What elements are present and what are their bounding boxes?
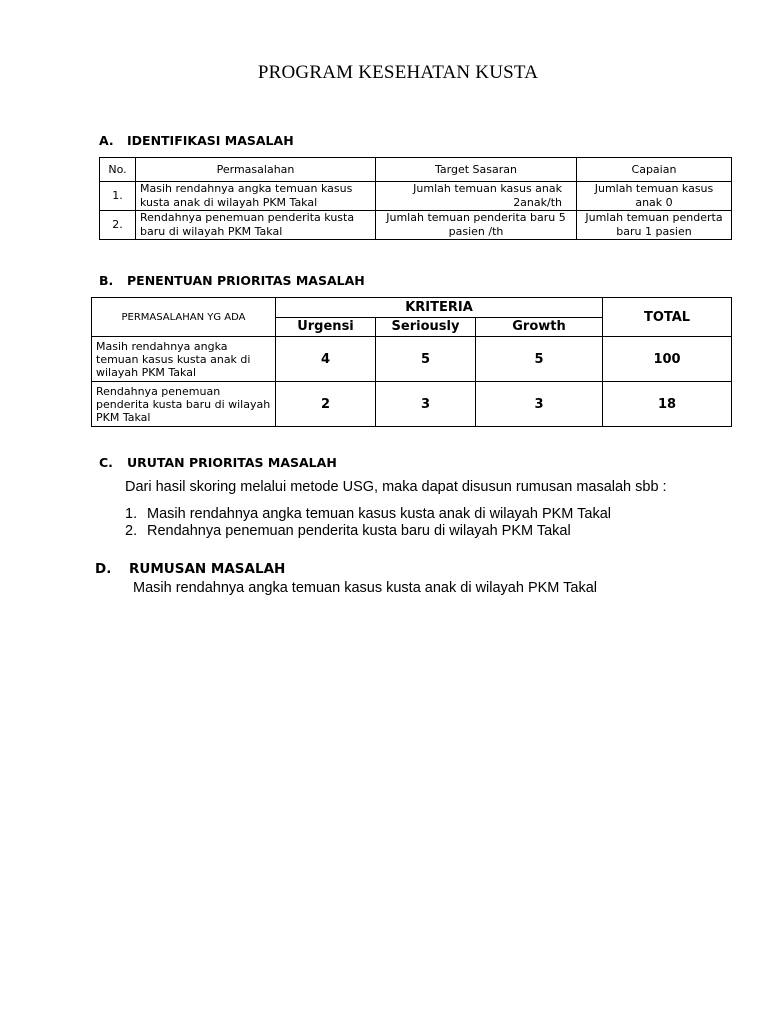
col-header-kriteria: KRITERIA xyxy=(276,298,603,318)
cell-masalah: Rendahnya penemuan penderita kusta baru di wilayah PKM Takal xyxy=(92,382,276,427)
section-c-letter: C. xyxy=(99,455,113,470)
section-a-letter: A. xyxy=(99,133,114,148)
section-a-heading xyxy=(99,133,294,148)
col-header-target: Target Sasaran xyxy=(376,158,577,182)
table-row xyxy=(100,211,732,240)
list-item-text: Masih rendahnya angka temuan kasus kusta anak di wilayah PKM Takal xyxy=(147,506,611,522)
list-item xyxy=(125,506,611,523)
col-header-no: No. xyxy=(100,158,136,182)
priority-list xyxy=(125,506,611,540)
section-b-title: PENENTUAN PRIORITAS MASALAH xyxy=(127,273,365,288)
section-d-title: RUMUSAN MASALAH xyxy=(129,561,286,577)
table-header-row xyxy=(100,158,732,182)
identifikasi-table xyxy=(99,157,732,240)
cell-capaian: Jumlah temuan kasus anak 0 xyxy=(577,182,732,211)
cell-capaian: Jumlah temuan penderta baru 1 pasien xyxy=(577,211,732,240)
cell-total: 100 xyxy=(603,337,732,382)
section-b-letter: B. xyxy=(99,273,114,288)
list-item-number: 1. xyxy=(125,506,138,522)
cell-no: 1. xyxy=(100,182,136,211)
cell-target: Jumlah temuan kasus anak 2anak/th xyxy=(376,182,577,211)
section-d-text: Masih rendahnya angka temuan kasus kusta anak di wilayah PKM Takal xyxy=(133,580,597,596)
cell-target: Jumlah temuan penderita baru 5 pasien /th xyxy=(376,211,577,240)
table-row xyxy=(100,182,732,211)
col-header-permasalahan: PERMASALAHAN YG ADA xyxy=(92,298,276,337)
cell-total: 18 xyxy=(603,382,732,427)
col-header-seriously: Seriously xyxy=(376,317,476,337)
col-header-capaian: Capaian xyxy=(577,158,732,182)
cell-seriously: 5 xyxy=(376,337,476,382)
cell-no: 2. xyxy=(100,211,136,240)
table-row xyxy=(92,382,732,427)
list-item-text: Rendahnya penemuan penderita kusta baru di wilayah PKM Takal xyxy=(147,523,571,539)
list-item xyxy=(125,523,611,540)
section-a-title: IDENTIFIKASI MASALAH xyxy=(127,133,294,148)
cell-urgensi: 4 xyxy=(276,337,376,382)
cell-growth: 5 xyxy=(476,337,603,382)
page-title: PROGRAM KESEHATAN KUSTA xyxy=(257,62,539,83)
section-c-intro: Dari hasil skoring melalui metode USG, maka dapat disusun rumusan masalah sbb : xyxy=(125,479,667,495)
section-c-heading xyxy=(99,455,337,470)
table-header-row xyxy=(92,298,732,318)
section-c-title: URUTAN PRIORITAS MASALAH xyxy=(127,455,337,470)
table-row xyxy=(92,337,732,382)
prioritas-table xyxy=(91,297,732,427)
section-d-letter: D. xyxy=(95,561,112,577)
col-header-total: TOTAL xyxy=(603,298,732,337)
cell-masalah: Rendahnya penemuan penderita kusta baru di wilayah PKM Takal xyxy=(136,211,376,240)
cell-growth: 3 xyxy=(476,382,603,427)
section-b-heading xyxy=(99,273,365,288)
section-d-heading xyxy=(95,561,285,577)
col-header-permasalahan: Permasalahan xyxy=(136,158,376,182)
cell-masalah: Masih rendahnya angka temuan kasus kusta anak di wilayah PKM Takal xyxy=(92,337,276,382)
cell-masalah: Masih rendahnya angka temuan kasus kusta anak di wilayah PKM Takal xyxy=(136,182,376,211)
cell-urgensi: 2 xyxy=(276,382,376,427)
col-header-urgensi: Urgensi xyxy=(276,317,376,337)
col-header-growth: Growth xyxy=(476,317,603,337)
cell-seriously: 3 xyxy=(376,382,476,427)
list-item-number: 2. xyxy=(125,523,138,539)
